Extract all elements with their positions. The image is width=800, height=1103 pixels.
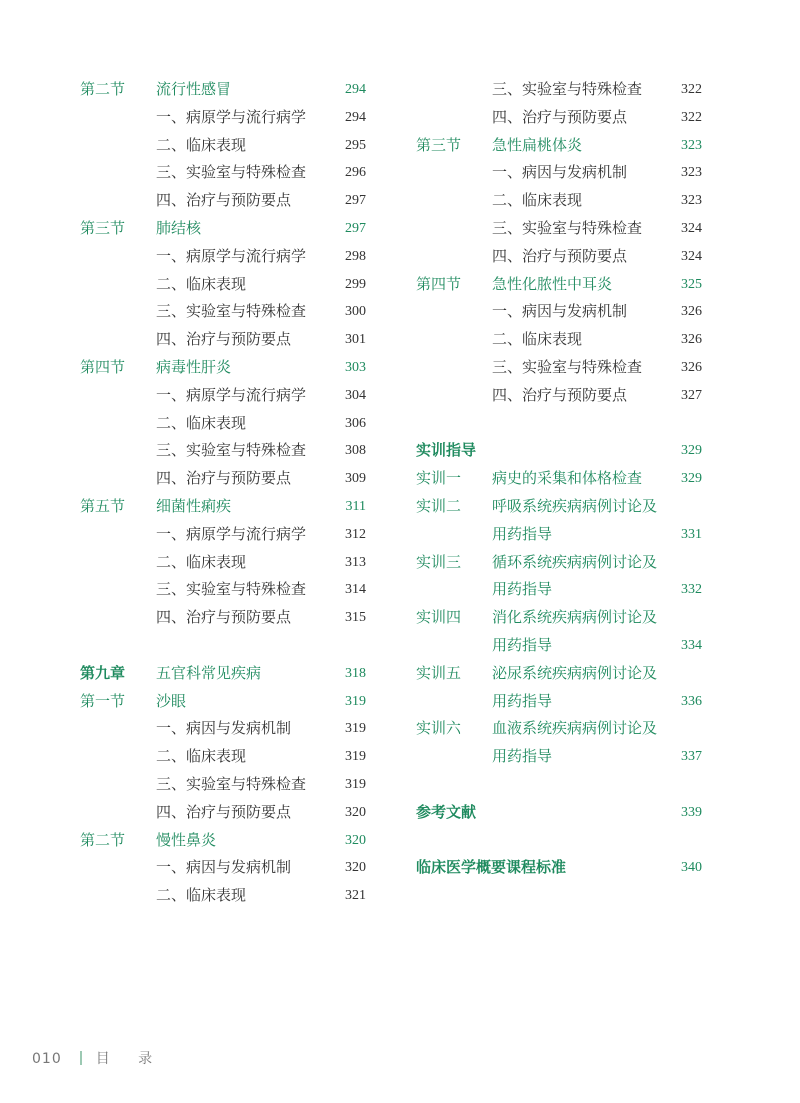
toc-entry-title: 流行性感冒 (156, 80, 232, 98)
toc-page-number: 314 (345, 582, 366, 598)
toc-entry-title: 肺结核 (156, 218, 202, 237)
toc-entry-title: 四、治疗与预防要点 (492, 385, 628, 404)
toc-page-number: 311 (345, 498, 366, 514)
toc-subentry[interactable] (80, 743, 366, 771)
toc-entry[interactable] (80, 688, 366, 716)
toc-entry-title: 消化系统疾病病例讨论及用药指导 (492, 608, 658, 654)
toc-spacer (80, 632, 366, 660)
toc-page-number: 339 (681, 804, 702, 820)
toc-entry-title: 三、实验室与特殊检查 (156, 163, 307, 182)
toc-page-number: 301 (345, 332, 366, 348)
toc-entry-label: 实训五 (416, 663, 462, 682)
toc-entry-title: 慢性鼻炎 (156, 830, 217, 849)
toc-entry-label: 第二节 (80, 830, 126, 849)
toc-page-number: 294 (345, 109, 366, 125)
toc-page-number: 323 (681, 137, 702, 153)
toc-page-number: 308 (345, 443, 366, 459)
toc-subentry[interactable] (80, 187, 366, 215)
toc-entry[interactable] (80, 215, 366, 243)
toc-entry-title: 一、病原学与流行病学 (156, 246, 307, 265)
toc-subentry[interactable] (80, 159, 366, 187)
toc-page-number: 340 (681, 860, 702, 876)
toc-page-number: 313 (345, 554, 366, 570)
toc-entry-title: 一、病原学与流行病学 (156, 524, 307, 543)
toc-subentry[interactable] (80, 854, 366, 882)
toc-entry-title: 细菌性痢疾 (156, 496, 232, 515)
toc-subentry[interactable] (80, 465, 366, 493)
toc-entry[interactable] (416, 604, 702, 660)
toc-page-number: 309 (345, 471, 366, 487)
toc-entry[interactable] (80, 493, 366, 521)
toc-entry-label: 参考文献 (416, 802, 477, 821)
footer-divider (80, 1051, 82, 1065)
toc-page-number: 332 (681, 582, 702, 598)
toc-subentry[interactable] (416, 243, 702, 271)
toc-subentry[interactable] (80, 410, 366, 438)
toc-entry-label: 第三节 (80, 218, 126, 237)
toc-entry-title: 二、临床表现 (156, 274, 247, 293)
toc-entry[interactable] (416, 549, 702, 605)
page-number: 010 (32, 1051, 62, 1067)
toc-subentry[interactable] (80, 715, 366, 743)
toc-spacer (416, 410, 702, 438)
toc-page-number: 304 (345, 387, 366, 403)
toc-subentry[interactable] (80, 799, 366, 827)
toc-spacer (416, 827, 702, 855)
toc-subentry[interactable] (416, 187, 702, 215)
toc-page-number: 331 (681, 526, 702, 542)
toc-page-number: 322 (681, 109, 702, 125)
toc-entry-title: 呼吸系统疾病病例讨论及用药指导 (492, 496, 658, 543)
toc-subentry[interactable] (416, 298, 702, 326)
toc-page-number: 319 (345, 749, 366, 765)
toc-entry-title: 二、临床表现 (156, 413, 247, 432)
toc-entry-label: 临床医学概要课程标准 (416, 858, 567, 877)
toc-entry-title: 一、病因与发病机制 (156, 719, 292, 738)
toc-spacer (416, 771, 702, 799)
toc-entry-title: 三、实验室与特殊检查 (492, 218, 643, 237)
toc-page-number: 319 (345, 776, 366, 792)
toc-entry[interactable] (416, 715, 702, 771)
toc-page-number: 296 (345, 165, 366, 181)
toc-entry[interactable] (416, 854, 702, 882)
toc-entry-label: 实训四 (416, 608, 462, 627)
toc-subentry[interactable] (416, 159, 702, 187)
toc-entry[interactable] (416, 799, 702, 827)
toc-subentry[interactable] (80, 132, 366, 160)
toc-entry-label: 第一节 (80, 691, 126, 710)
toc-entry-title: 一、病因与发病机制 (156, 858, 292, 877)
toc-subentry[interactable] (416, 326, 702, 354)
toc-entry-title: 四、治疗与预防要点 (492, 246, 628, 265)
toc-entry[interactable] (416, 465, 702, 493)
toc-entry-label: 第九章 (80, 663, 126, 682)
toc-entry-title: 一、病原学与流行病学 (156, 107, 307, 126)
toc-entry-title: 二、临床表现 (156, 135, 247, 154)
toc-subentry[interactable] (80, 271, 366, 299)
toc-entry-title: 二、临床表现 (156, 552, 247, 571)
toc-subentry[interactable] (416, 215, 702, 243)
toc-page-number: 300 (345, 304, 366, 320)
toc-entry-title: 四、治疗与预防要点 (156, 469, 292, 488)
toc-subentry[interactable] (80, 326, 366, 354)
toc-entry[interactable] (416, 493, 702, 549)
toc-page-number: 319 (345, 693, 366, 709)
toc-entry-title: 沙眼 (156, 691, 187, 710)
footer-title: 目 录 (95, 1051, 165, 1067)
toc-entry-title: 五官科常见疾病 (156, 663, 262, 682)
toc-entry-label: 第四节 (416, 274, 462, 293)
toc-entry-label: 第二节 (80, 80, 126, 98)
toc-entry-title: 三、实验室与特殊检查 (156, 441, 307, 460)
toc-subentry[interactable] (80, 243, 366, 271)
toc-page-number: 315 (345, 610, 366, 626)
toc-subentry[interactable] (416, 354, 702, 382)
toc-page-number: 306 (345, 415, 366, 431)
toc-entry-title: 一、病因与发病机制 (492, 163, 628, 182)
toc-entry-title: 三、实验室与特殊检查 (492, 80, 643, 98)
toc-entry-title: 三、实验室与特殊检查 (492, 357, 643, 376)
toc-subentry[interactable] (80, 437, 366, 465)
toc-entry-title: 一、病原学与流行病学 (156, 385, 307, 404)
toc-entry[interactable] (80, 354, 366, 382)
toc-entry-title: 病毒性肝炎 (156, 357, 232, 376)
toc-page-number: 323 (681, 193, 702, 209)
toc-entry-title: 二、临床表现 (156, 886, 247, 905)
toc-entry[interactable] (80, 827, 366, 855)
toc-page-number: 326 (681, 304, 702, 320)
toc-page-number: 320 (345, 804, 366, 820)
toc-subentry[interactable] (80, 576, 366, 604)
toc-page-number: 298 (345, 248, 366, 264)
toc-entry[interactable] (416, 271, 702, 299)
toc-page-number: 321 (345, 888, 366, 904)
toc-entry-label: 第五节 (80, 496, 126, 515)
toc-entry-label: 实训一 (416, 469, 462, 488)
toc-page-number: 297 (345, 220, 366, 236)
toc-page-number: 303 (345, 359, 366, 375)
toc-subentry[interactable] (80, 104, 366, 132)
toc-entry[interactable] (416, 660, 702, 716)
toc-page-number: 329 (681, 443, 702, 459)
toc-page-number: 325 (681, 276, 702, 292)
toc-page-number: 299 (345, 276, 366, 292)
toc-page-number: 294 (345, 82, 366, 97)
toc-page-number: 320 (345, 860, 366, 876)
toc-subentry[interactable] (80, 882, 366, 910)
toc-page-number: 324 (681, 248, 702, 264)
toc-subentry[interactable] (80, 298, 366, 326)
toc-entry[interactable] (80, 76, 366, 104)
toc-entry-title: 四、治疗与预防要点 (156, 608, 292, 627)
toc-page-number: 336 (681, 693, 702, 709)
toc-entry-title: 血液系统疾病病例讨论及用药指导 (492, 719, 658, 766)
toc-entry[interactable] (416, 132, 702, 160)
toc-subentry[interactable] (80, 382, 366, 410)
toc-page-number: 326 (681, 332, 702, 348)
toc-page-number: 322 (681, 82, 702, 97)
toc-subentry[interactable] (80, 521, 366, 549)
toc-subentry[interactable] (416, 104, 702, 132)
toc-entry-title: 病史的采集和体格检查 (492, 469, 643, 488)
toc-page-number: 337 (681, 749, 702, 765)
toc-right-column (416, 76, 702, 882)
toc-entry-title: 一、病因与发病机制 (492, 302, 628, 321)
toc-entry[interactable] (416, 437, 702, 465)
toc-page-number: 295 (345, 137, 366, 153)
toc-subentry[interactable] (80, 771, 366, 799)
toc-entry-title: 二、临床表现 (492, 330, 583, 349)
toc-left-column (80, 76, 366, 910)
toc-entry-label: 实训三 (416, 552, 462, 571)
page-footer (32, 1048, 164, 1068)
toc-subentry[interactable] (416, 382, 702, 410)
toc-entry-title: 二、临床表现 (156, 747, 247, 766)
toc-entry-title: 三、实验室与特殊检查 (156, 302, 307, 321)
toc-page-number: 320 (345, 832, 366, 848)
toc-entry-title: 四、治疗与预防要点 (492, 107, 628, 126)
toc-page-number: 329 (681, 471, 702, 487)
toc-entry-title: 三、实验室与特殊检查 (156, 580, 307, 599)
toc-page-number: 327 (681, 387, 702, 403)
toc-page-number: 324 (681, 220, 702, 236)
toc-page-number: 319 (345, 721, 366, 737)
toc-page-number: 297 (345, 193, 366, 209)
toc-page-number: 323 (681, 165, 702, 181)
toc-subentry[interactable] (80, 604, 366, 632)
toc-entry-label: 第三节 (416, 135, 462, 154)
toc-subentry[interactable] (416, 76, 702, 104)
toc-entry-title: 急性化脓性中耳炎 (492, 274, 613, 293)
toc-entry-title: 三、实验室与特殊检查 (156, 774, 307, 793)
toc-page-number: 334 (681, 637, 702, 653)
toc-entry-title: 二、临床表现 (492, 191, 583, 210)
toc-entry-title: 急性扁桃体炎 (492, 135, 583, 154)
toc-entry-label: 实训指导 (416, 441, 477, 460)
toc-entry-label: 实训六 (416, 719, 462, 738)
toc-subentry[interactable] (80, 549, 366, 577)
toc-entry-label: 实训二 (416, 496, 462, 515)
toc-entry-title: 四、治疗与预防要点 (156, 330, 292, 349)
toc-entry-title: 循环系统疾病病例讨论及用药指导 (492, 552, 658, 599)
toc-page-number: 312 (345, 526, 366, 542)
toc-entry-title: 四、治疗与预防要点 (156, 802, 292, 821)
toc-page-number: 326 (681, 359, 702, 375)
toc-entry-label: 第四节 (80, 357, 126, 376)
toc-entry-title: 泌尿系统疾病病例讨论及用药指导 (492, 663, 658, 710)
toc-entry-title: 四、治疗与预防要点 (156, 191, 292, 210)
toc-page-number: 318 (345, 665, 366, 681)
toc-entry[interactable] (80, 660, 366, 688)
